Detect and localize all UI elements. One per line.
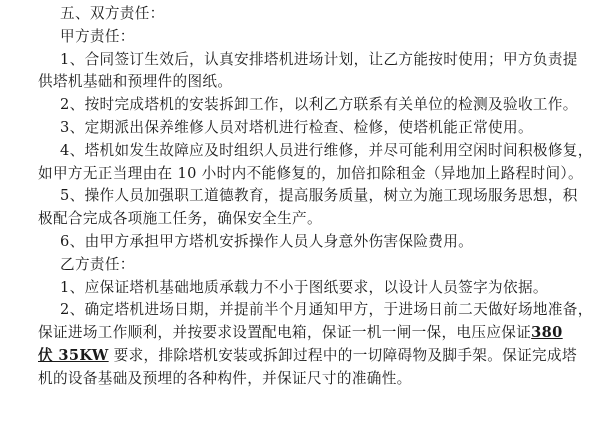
voltage-value: 380: [531, 324, 563, 342]
party-b-item-2-line-1: 2、确定塔机进场日期，并提前半个月通知甲方，于进场日前二天做好场地准备，: [60, 301, 593, 319]
party-b-item-1: 1、应保证塔机基础地质承载力不小于图纸要求，以设计人员签字为依据。: [60, 278, 548, 296]
party-a-item-3: 3、定期派出保养维修人员对塔机进行检查、检修，使塔机能正常使用。: [60, 118, 533, 136]
party-b-item-2-line-2-text: 保证进场工作顺利，并按要求设置配电箱，保证一机一闸一保，电压应保证: [38, 324, 532, 342]
party-a-item-1-line-1: 1、合同签订生效后，认真安排塔机进场计划，让乙方能按时使用；甲方负责提: [60, 50, 578, 68]
party-a-item-6: 6、由甲方承担甲方塔机安拆操作人员人身意外伤害保险费用。: [60, 232, 474, 250]
party-a-item-5-line-2: 极配合完成各项施工任务，确保安全生产。: [38, 210, 322, 228]
party-b-item-2-line-4: 机的设备基础及预埋的各种构件，并保证尺寸的准确性。: [38, 369, 412, 387]
page-cut-edge: [0, 437, 560, 441]
party-b-item-2-line-3-text: 要求，排除塔机安装或拆卸过程中的一切障碍物及脚手架。保证完成塔: [108, 346, 577, 364]
power-value: 伏 35KW: [38, 346, 109, 364]
party-a-item-1-line-2: 供塔机基础和预埋件的图纸。: [38, 73, 233, 91]
party-a-heading: 甲方责任：: [60, 27, 135, 45]
party-b-item-2-line-3: [38, 345, 577, 368]
section-heading: 五、双方责任：: [60, 5, 165, 22]
party-b-heading: 乙方责任：: [60, 255, 135, 273]
party-a-item-4-line-1: 4、塔机如发生故障应及时组织人员进行维修，并尽可能利用空闲时间积极修复，: [60, 141, 593, 159]
party-a-item-4-line-2: 如甲方无正当理由在 10 小时内不能修复的，加倍扣除租金（异地加上路程时间）。: [38, 164, 583, 182]
party-b-item-2-line-2: [38, 322, 563, 345]
party-a-item-2: 2、按时完成塔机的安装拆卸工作，以利乙方联系有关单位的检测及验收工作。: [60, 96, 578, 114]
party-a-item-5-line-1: 5、操作人员加强职工道德教育，提高服务质量，树立为施工现场服务思想，积: [60, 187, 578, 205]
